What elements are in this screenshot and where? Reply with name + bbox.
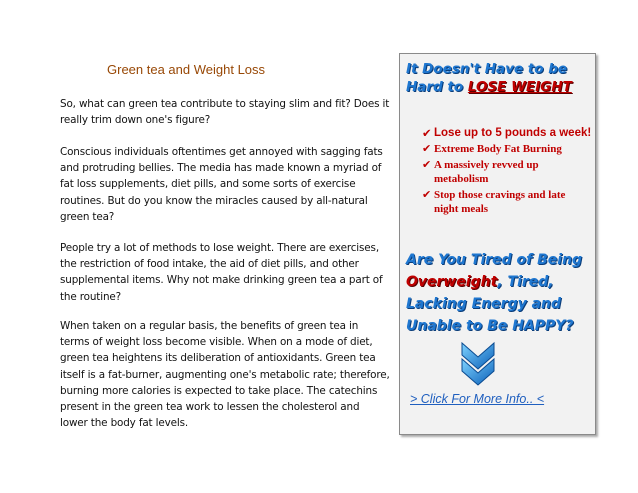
ad-question-line-1: Are You Tired of Being [406,252,583,268]
ad-question [406,249,591,337]
ad-headline-line-2 [406,78,591,96]
ad-benefit-text: A massively revved up metabolism [434,159,539,185]
ad-benefit-text: Lose up to 5 pounds a week! [434,127,592,139]
ad-benefit-item [422,142,592,156]
checkmark-icon: ✔ [422,188,432,201]
ad-question-line-3: Lacking Energy and [406,296,562,312]
ad-headline-emphasis: LOSE WEIGHT [467,79,572,95]
article-paragraph-4: When taken on a regular basis, the benefits of green tea in terms of weight loss become visible. When on a mode of diet, green tea heightens its deliberation of antioxidants. Green tea itself is a fat-burner, augmenting one's metabolic rate; therefore, burning more calories is expected to take place. The catechins present in the green tea work to lessen the cholesterol and lower the body fat levels. [60,320,390,430]
article-paragraph-1: So, what can green tea contribute to staying slim and fit? Does it really trim down one's figure? [60,98,390,127]
ad-question-emphasis: Overweight [406,274,498,290]
weight-loss-ad-banner[interactable] [399,53,596,435]
more-info-link[interactable]: > Click For More Info.. < [410,392,545,406]
checkmark-icon: ✔ [422,142,432,155]
checkmark-icon: ✔ [422,158,432,171]
checkmark-icon: ✔ [422,126,432,140]
ad-benefit-text: Extreme Body Fat Burning [434,143,562,155]
article-title: Green tea and Weight Loss [107,62,266,77]
article-paragraph-2: Conscious individuals oftentimes get annoyed with sagging fats and protruding bellies. The media has made known a myriad of fat loss supplements, diet pills, and some sorts of exercise routines. But do you know the miracles caused by all-natural green tea? [60,146,383,223]
ad-question-line-4: Unable to Be HAPPY? [406,318,574,334]
ad-benefit-item [422,158,592,186]
ad-headline-line-1: It Doesn't Have to be [406,61,568,77]
ad-benefit-list [422,126,592,218]
double-chevron-down-icon [458,341,498,387]
ad-question-line-2 [406,271,591,293]
ad-headline [406,60,591,96]
ad-benefit-item [422,126,592,140]
ad-question-suffix: , Tired, [497,274,554,290]
ad-benefit-item [422,188,592,216]
article-paragraph-3: People try a lot of methods to lose weight. There are exercises, the restriction of food intake, the aid of diet pills, and other supplemental items. Why not make drinking green tea a part of the routine? [60,242,383,303]
ad-headline-prefix: Hard to [406,79,468,95]
ad-benefit-text: Stop those cravings and late night meals [434,189,566,215]
